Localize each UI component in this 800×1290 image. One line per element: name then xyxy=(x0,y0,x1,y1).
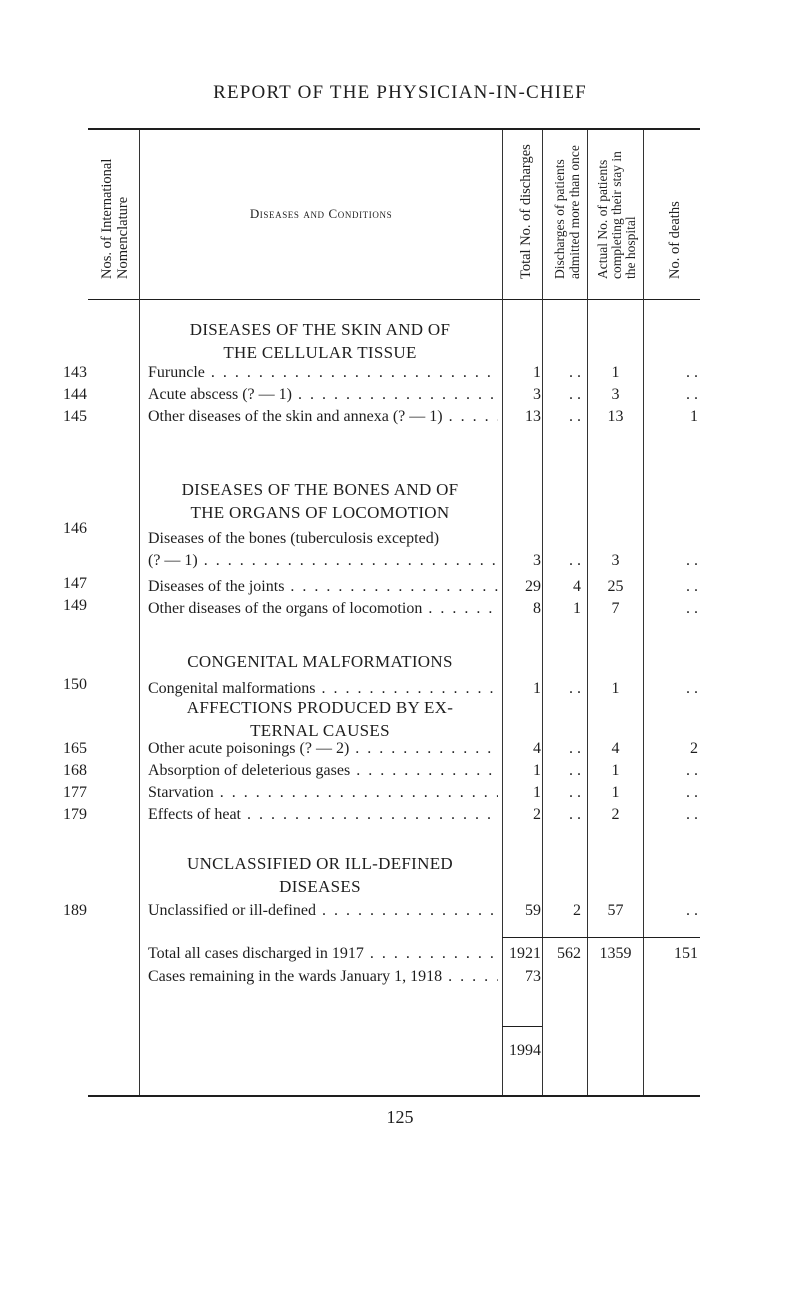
totals-row-discharged xyxy=(0,945,800,967)
disease-name: Other diseases of the skin and annexa (? — 1) . . . xyxy=(148,408,498,426)
header-actual-line3: the hospital xyxy=(623,216,638,279)
totals-actual-value: 1359 xyxy=(599,945,632,962)
header-actual-line1: Actual No. of patients xyxy=(595,159,610,279)
header-nomenclature-line2: Nomenclature xyxy=(115,196,131,279)
deaths-value: . . xyxy=(686,386,698,403)
total-discharges-value: 1 xyxy=(533,784,541,801)
total-discharges-value: 3 xyxy=(533,552,541,569)
totals-label: Total all cases discharged in 1917 . . . xyxy=(148,945,498,963)
actual-value: 3 xyxy=(611,386,620,403)
total-discharges-value: 4 xyxy=(533,740,541,757)
disease-name: Effects of heat . . . xyxy=(148,806,498,824)
nomenclature-number: 146 xyxy=(63,520,87,537)
nomenclature-number: 165 xyxy=(63,740,87,757)
section-heading-line: THE ORGANS OF LOCOMOTION xyxy=(190,503,450,522)
header-readmitted-line2: admitted more than once xyxy=(567,145,582,279)
disease-name: Diseases of the joints . . . xyxy=(148,578,498,596)
nomenclature-number: 149 xyxy=(63,597,87,614)
actual-value: 57 xyxy=(607,902,624,919)
deaths-value: 1 xyxy=(690,408,698,425)
header-nomenclature-line1: Nos. of International xyxy=(99,158,115,279)
deaths-value: . . xyxy=(686,680,698,697)
total-discharges-value: 59 xyxy=(525,902,541,919)
readmitted-value: . . xyxy=(569,364,581,381)
deaths-value: 2 xyxy=(690,740,698,757)
deaths-value: . . xyxy=(686,364,698,381)
actual-value: 7 xyxy=(611,600,620,617)
grand-total-value: 1994 xyxy=(509,1042,541,1059)
readmitted-value: . . xyxy=(569,784,581,801)
nomenclature-number: 147 xyxy=(63,575,87,592)
readmitted-value: 2 xyxy=(573,902,581,919)
actual-value: 2 xyxy=(611,806,620,823)
deaths-value: . . xyxy=(686,762,698,779)
nomenclature-number: 150 xyxy=(63,676,87,693)
total-discharges-value: 13 xyxy=(525,408,541,425)
grand-total-rule xyxy=(502,1026,542,1027)
header-diseases: Diseases and Conditions xyxy=(249,206,393,221)
section-heading-line: THE CELLULAR TISSUE xyxy=(223,343,417,362)
nomenclature-number: 179 xyxy=(63,806,87,823)
disease-name: Unclassified or ill-defined . . . xyxy=(148,902,498,920)
section-heading xyxy=(150,852,490,898)
header-readmitted-line1: Discharges of patients xyxy=(552,159,567,279)
actual-value: 13 xyxy=(607,408,624,425)
grand-total-row xyxy=(0,1042,800,1064)
header-actual-line2: completing their stay in xyxy=(609,151,624,279)
disease-name: Other diseases of the organs of locomotion . . . xyxy=(148,600,498,618)
actual-value: 1 xyxy=(611,762,620,779)
totals-readmitted-value: 562 xyxy=(557,945,581,962)
deaths-value: . . xyxy=(686,578,698,595)
readmitted-value: . . xyxy=(569,386,581,403)
totals-discharges-value: 1921 xyxy=(509,945,541,962)
total-discharges-value: 29 xyxy=(525,578,541,595)
total-discharges-value: 2 xyxy=(533,806,541,823)
nomenclature-number: 144 xyxy=(63,386,87,403)
section-heading-line: UNCLASSIFIED OR ILL-DEFINED xyxy=(187,854,453,873)
deaths-value: . . xyxy=(686,784,698,801)
actual-value: 25 xyxy=(607,578,624,595)
readmitted-value: . . xyxy=(569,762,581,779)
section-heading-line: TERNAL CAUSES xyxy=(250,721,390,740)
actual-value: 1 xyxy=(611,364,620,381)
deaths-value: . . xyxy=(686,806,698,823)
disease-name: Diseases of the bones (tuberculosis excepted) xyxy=(148,530,440,547)
nomenclature-number: 145 xyxy=(63,408,87,425)
disease-name: Absorption of deleterious gases . . . xyxy=(148,762,498,780)
remaining-label: Cases remaining in the wards January 1, 1918 . . . xyxy=(148,968,498,986)
disease-name: Furuncle . . . xyxy=(148,364,498,382)
total-discharges-value: 1 xyxy=(533,762,541,779)
page-number: 125 xyxy=(386,1107,414,1127)
disease-name: Congenital malformations . . . xyxy=(148,680,498,698)
disease-name: Acute abscess (? — 1) . . . xyxy=(148,386,498,404)
totals-rule xyxy=(502,937,700,938)
total-discharges-value: 3 xyxy=(533,386,541,403)
nomenclature-number: 189 xyxy=(63,902,87,919)
readmitted-value: 1 xyxy=(573,600,581,617)
total-discharges-value: 1 xyxy=(533,364,541,381)
deaths-value: . . xyxy=(686,902,698,919)
disease-name-continued: (? — 1) . . . xyxy=(148,552,498,570)
disease-name: Other acute poisonings (? — 2) . . . xyxy=(148,740,498,758)
page-title: REPORT OF THE PHYSICIAN-IN-CHIEF xyxy=(213,82,587,103)
actual-value: 3 xyxy=(611,552,620,569)
readmitted-value: . . xyxy=(569,552,581,569)
deaths-value: . . xyxy=(686,552,698,569)
disease-name: Starvation . . . xyxy=(148,784,498,802)
section-heading-line: CONGENITAL MALFORMATIONS xyxy=(187,652,453,671)
section-heading-line: DISEASES OF THE BONES AND OF xyxy=(181,480,459,499)
totals-deaths-value: 151 xyxy=(674,945,698,962)
table-row xyxy=(0,806,800,828)
readmitted-value: . . xyxy=(569,408,581,425)
nomenclature-number: 177 xyxy=(63,784,87,801)
section-heading-line: DISEASES OF THE SKIN AND OF xyxy=(189,320,451,339)
nomenclature-number: 143 xyxy=(63,364,87,381)
readmitted-value: . . xyxy=(569,740,581,757)
total-discharges-value: 8 xyxy=(533,600,541,617)
deaths-value: . . xyxy=(686,600,698,617)
remaining-row xyxy=(0,968,800,990)
section-heading-line: AFFECTIONS PRODUCED BY EX- xyxy=(186,698,454,717)
readmitted-value: . . xyxy=(569,806,581,823)
readmitted-value: 4 xyxy=(573,578,581,595)
actual-value: 4 xyxy=(611,740,620,757)
header-deaths-line: No. of deaths xyxy=(667,201,683,279)
section-heading-line: DISEASES xyxy=(279,877,361,896)
header-total-line: Total No. of discharges xyxy=(518,144,534,279)
remaining-value: 73 xyxy=(525,968,541,985)
actual-value: 1 xyxy=(611,680,620,697)
readmitted-value: . . xyxy=(569,680,581,697)
actual-value: 1 xyxy=(611,784,620,801)
total-discharges-value: 1 xyxy=(533,680,541,697)
table-row xyxy=(0,902,800,924)
nomenclature-number: 168 xyxy=(63,762,87,779)
